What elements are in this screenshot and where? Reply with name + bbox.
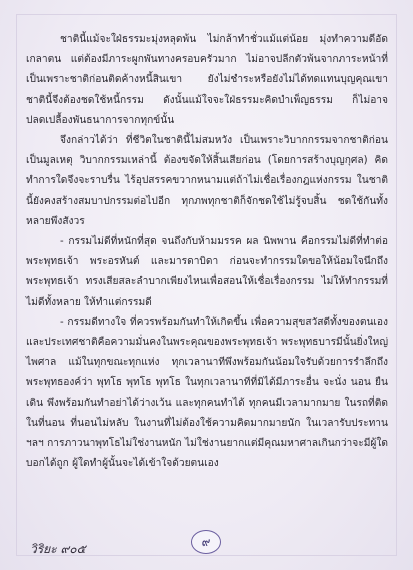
paragraph-3: - กรรมไม่ดีที่หนักที่สุด จนถึงกับห้ามมรรค ผล นิพพาน คือกรรมไม่ดีที่ทำต่อพระพุทธเจ้า พระอรหันต์ และมารดาบิดา ก่อนจะทำกรรมใดขอให้น้อมใจนึกถึงพระพุทธเจ้า ทรงเสียสละลำบากเพียงไหนเพื่อสอนให้เชื่อเรื่องกรรม ไม่ให้ทำกรรมที่ไม่ดีทั้งหลาย ให้ทำแต่กรรมดี xyxy=(26,236,388,308)
page-number-text: ๙ xyxy=(201,534,211,549)
footer-source: วิริยะ ๙๐๕ xyxy=(30,542,86,556)
paragraph-2: จึงกล่าวได้ว่า ที่ชีวิตในชาตินี้ไม่สมหวัง เป็นเพราะวิบากกรรมจากชาติก่อนเป็นมูลเหตุ วิบากกรรมเหล่านี้ ต้องขจัดให้สิ้นเสียก่อน (โดยการสร้างบุญกุศล) คิดทำการใดจึงจะราบรื่น ไร้อุปสรรคขวากหนามแต่ถ้าไม่เชื่อเรื่องกฎแห่งกรรม ในชาตินี้ยังคงสร้างสมบาปกรรมต่อไปอีก ทุกภพทุกชาติก็จักชดใช้ไม่รู้จบสิ้น ชดใช้กันทั้งหลายพึงสังวร xyxy=(26,135,388,227)
page-number xyxy=(191,530,221,554)
paragraph-4: - กรรมดีทางใจ ที่ควรพร้อมกันทำให้เกิดขึ้น เพื่อความสุขสวัสดีทั้งของตนเองและประเทศชาติคือความมั่นคงในพระคุณของพระพุทธเจ้า พระพุทธบารมีนั้นยิ่งใหญ่ไพศาล แม้ในทุกขณะทุกแห่ง ทุกเวลานาทีพึงพร้อมกันน้อมใจรับด้วยการรำลึกถึงพระพุทธองค์ว่า พุทโธ พุทโธ พุทโธ ในทุกเวลานาทีที่มิได้มีภาระอื่น จะนั่ง นอน ยืน เดิน พึงพร้อมกันทำอย่าได้ว่างเว้น และทุกคนทำได้ ทุกคนมีเวลามากมาย ในรถที่ติด ในที่นอน ที่นอนไม่หลับ ในงานที่ไม่ต้องใช้ความคิดมากมายนัก ในเวลารับประทาน ฯลฯ การภาวนาพุทโธไม่ใช่งานหนัก ไม่ใช่งานยากแต่มีคุณมหาศาลเกินกว่าจะมีผู้ใดบอกได้ถูก ผู้ใดทำผู้นั้นจะได้เข้าใจด้วยตนเอง xyxy=(26,316,388,470)
paragraph-1: ชาตินี้แม้จะใฝ่ธรรมะมุ่งหลุดพ้น ไม่กล้าทำชั่วแม้แต่น้อย มุ่งทำความดีอัดเกลาตน แต่ต้องมีภาระผูกพันทางครอบครัวมาก ไม่อาจปลีกตัวพ้นจากภาระหน้าที่ เป็นเพราะชาติก่อนติดค้างหนี้สินเขา ยังไม่ชำระหรือยังไม่ได้ทดแทนบุญคุณเขา ชาตินี้จึงต้องชดใช้หนี้กรรม ดังนั้นแม้ใจจะใฝ่ธรรมะคิดบำเพ็ญธรรม ก็ไม่อาจปลดเปลื้องพันธนาการจากทุกข์นั้น xyxy=(26,34,388,126)
body-text xyxy=(26,30,388,474)
